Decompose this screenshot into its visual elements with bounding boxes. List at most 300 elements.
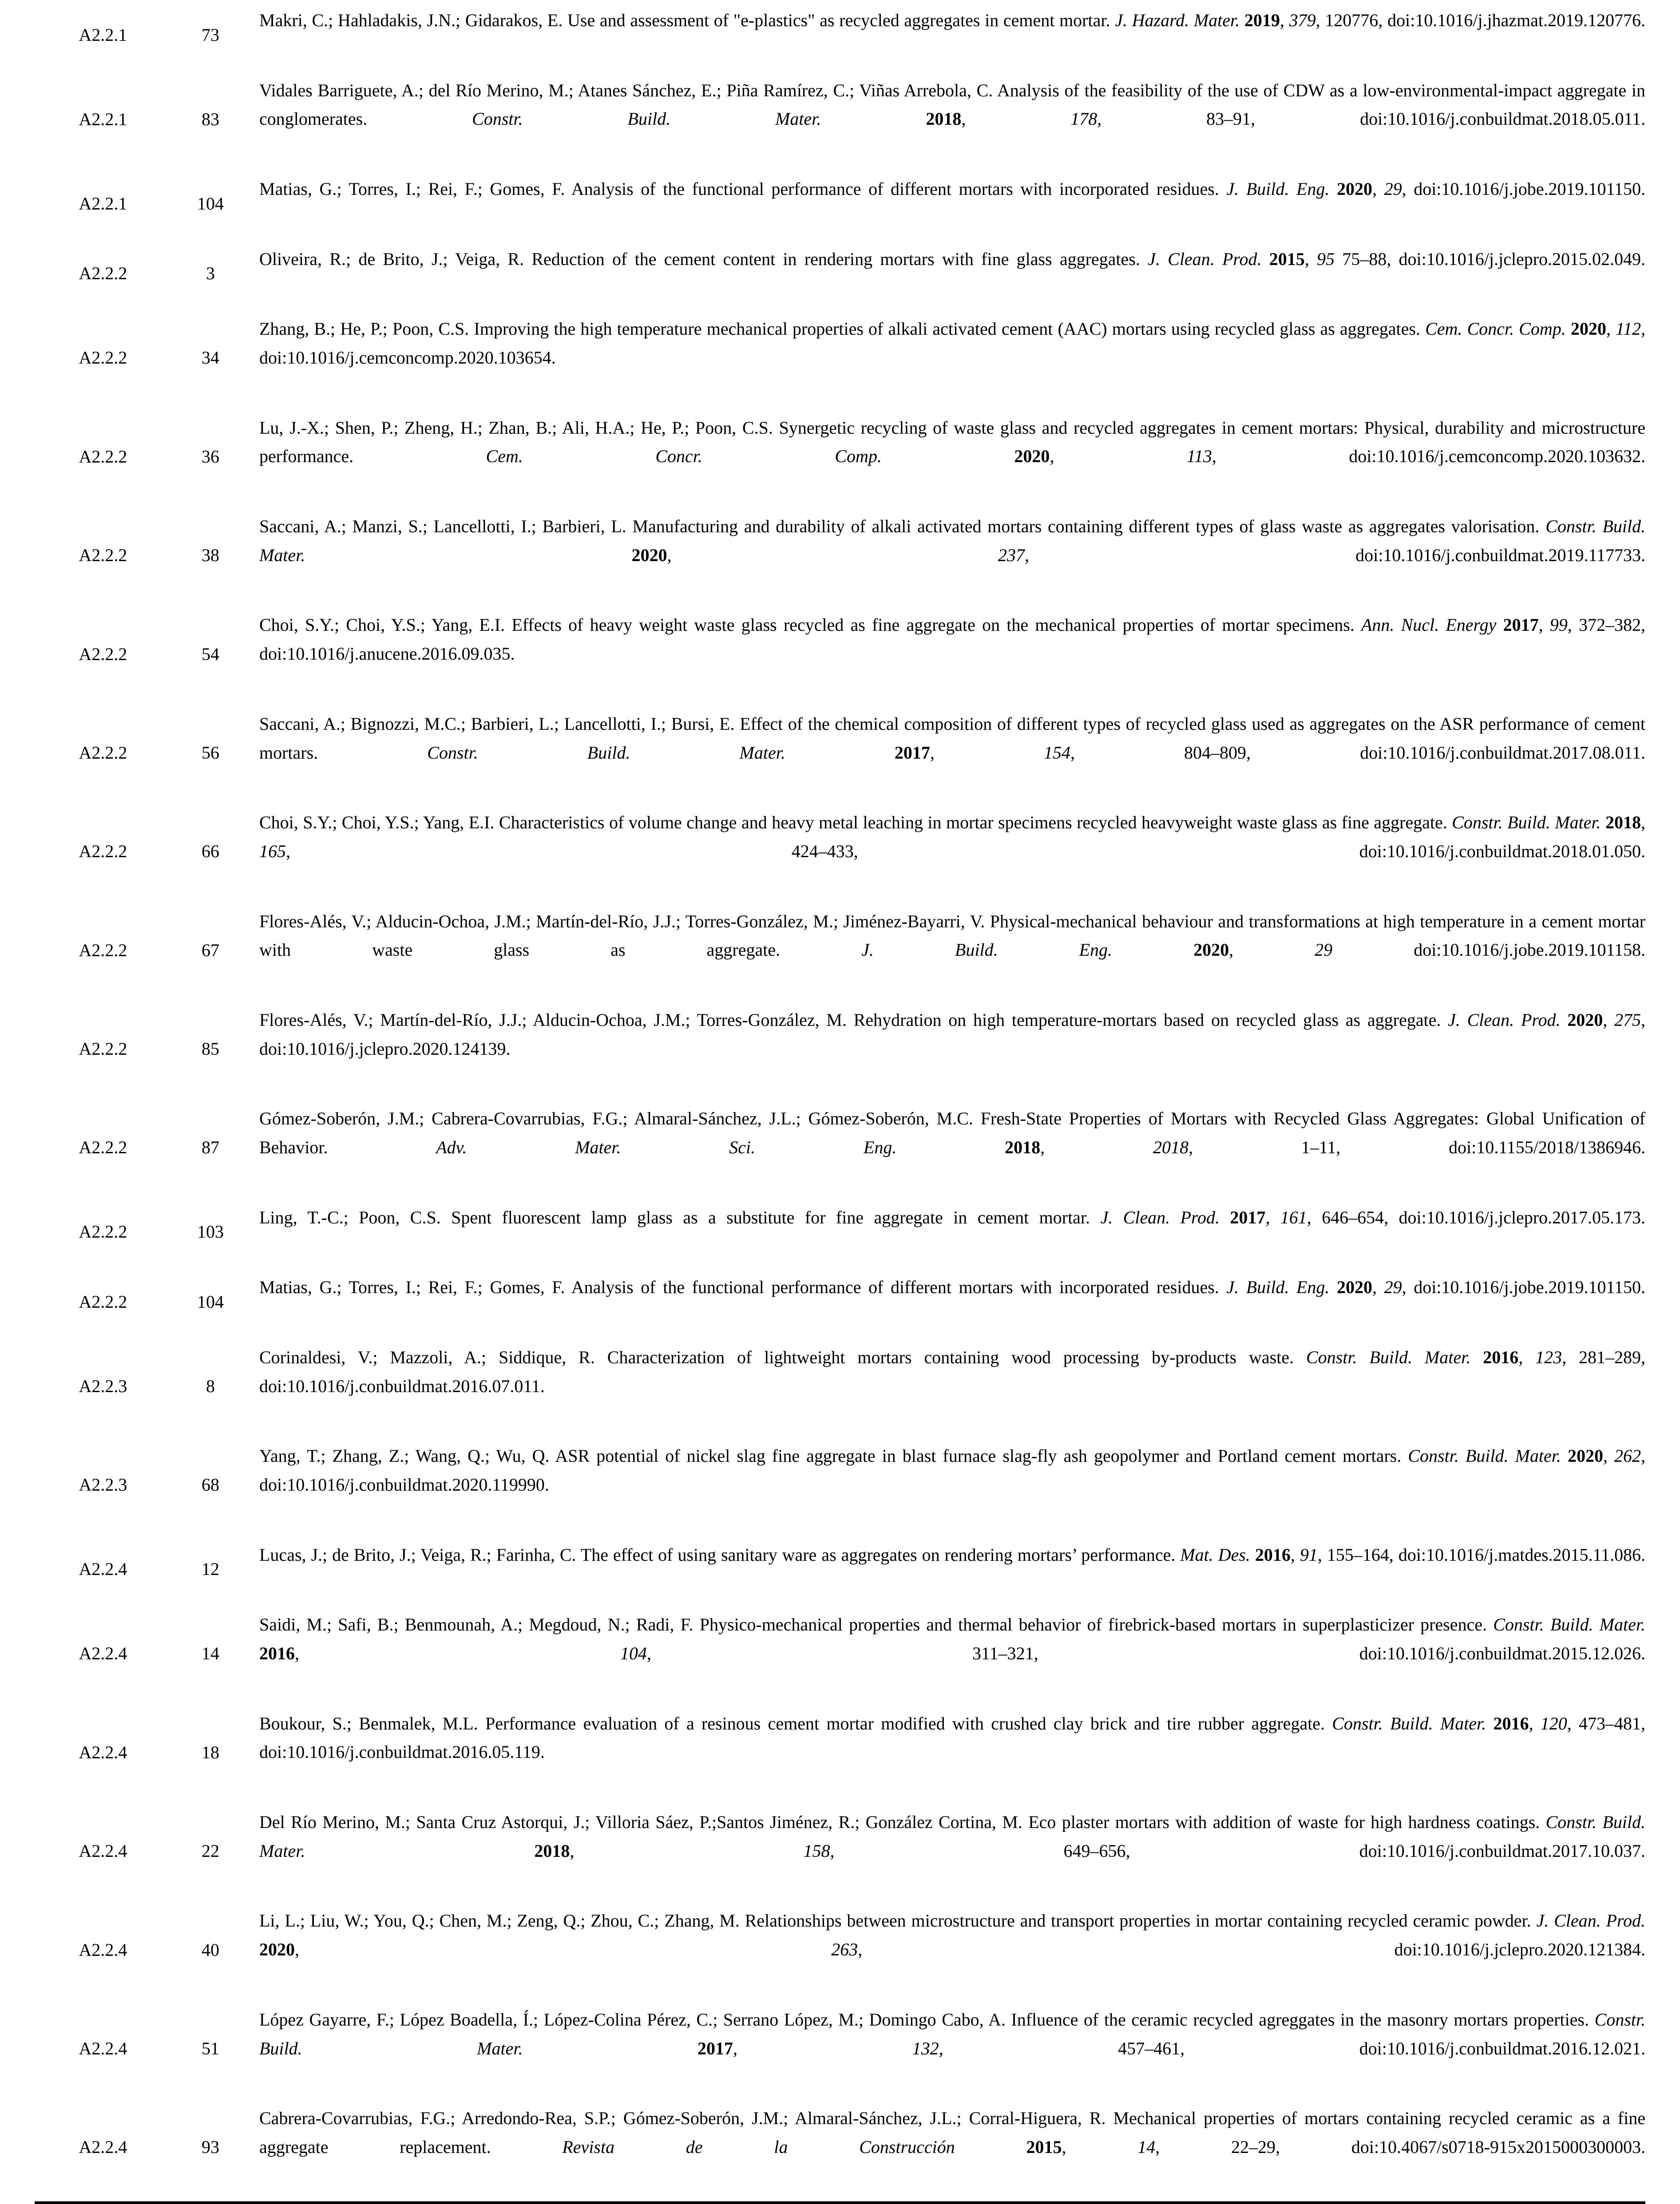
citation-authors: Corinaldesi, V.; Mazzoli, A.; Siddique, R.: [259, 1347, 607, 1367]
cell-section-id: A2.2.4: [79, 1643, 127, 1664]
citation-journal: Revista de la Construcción: [562, 2137, 955, 2157]
cell-citation: [250, 1999, 1645, 2098]
citation-text: [259, 512, 1645, 598]
citation-title: Physical-mechanical behaviour and transformations at high temperature in a cement mortar with waste glass as aggregate.: [259, 911, 1645, 960]
citation-authors: Zhang, B.; He, P.; Poon, C.S.: [259, 319, 474, 339]
citation-journal: J. Clean. Prod.: [1536, 1911, 1645, 1931]
table-row: [35, 1098, 1645, 1197]
citation-volume: 120: [1540, 1713, 1567, 1733]
cell-section-id: A2.2.4: [79, 1939, 127, 1960]
citation-authors: Li, L.; Liu, W.; You, Q.; Chen, M.; Zeng, Q.; Zhou, C.; Zhang, M.: [259, 1911, 745, 1931]
citation-text: [259, 2006, 1645, 2092]
citation-journal: Cem. Concr. Comp.: [1425, 319, 1566, 339]
cell-section-id: A2.2.2: [79, 742, 127, 763]
citation-journal: Constr. Build. Mater.: [1332, 1713, 1486, 1733]
citation-separator: [1601, 812, 1605, 832]
table-row: [35, 169, 1645, 239]
citation-volume: 2018: [1153, 1137, 1189, 1158]
citation-year: 2020: [1570, 319, 1606, 339]
citation-year: 2020: [1337, 1277, 1372, 1298]
citation-separator: ,: [1050, 446, 1187, 467]
table-row: [35, 1604, 1645, 1703]
table-row: [35, 704, 1645, 802]
cell-citation: [250, 2098, 1645, 2196]
citation-text: [259, 315, 1645, 401]
citation-separator: [1240, 10, 1244, 30]
citation-separator: [882, 446, 1014, 466]
citation-year: 2020: [1567, 1446, 1603, 1466]
citation-text: [259, 1808, 1645, 1894]
citation-authors: Choi, S.Y.; Choi, Y.S.; Yang, E.I.: [259, 615, 512, 635]
citation-title: The effect of using sanitary ware as aggregates on rendering mortars’ performance.: [580, 1544, 1181, 1565]
citation-separator: [1560, 1010, 1567, 1030]
citation-separator: [305, 545, 631, 565]
citation-pages: , 311–321,: [647, 1643, 1359, 1664]
cell-reference-number: 22: [202, 1841, 219, 1861]
citation-pages: ,: [1641, 319, 1646, 339]
cell-reference-number: 104: [197, 1292, 224, 1312]
citation-year: 2016: [1483, 1347, 1519, 1367]
citation-doi: doi:10.1016/j.cemconcomp.2020.103654.: [259, 347, 556, 368]
citation-text: [259, 808, 1645, 894]
citation-separator: ,: [1538, 615, 1550, 635]
citation-authors: Saccani, A.; Manzi, S.; Lancellotti, I.; Barbieri, L.: [259, 516, 633, 536]
citation-pages: , 22–29,: [1155, 2137, 1351, 2157]
table-row: [35, 1900, 1645, 1999]
citation-separator: ,: [733, 2038, 912, 2058]
citation-year: 2018: [1605, 812, 1641, 833]
citation-authors: Flores-Alés, V.; Alducin-Ochoa, J.M.; Martín-del-Río, J.J.; Torres-González, M.; Jiménez-Bayarri, V.: [259, 911, 990, 931]
citation-journal: J. Clean. Prod.: [1148, 249, 1262, 269]
cell-citation: [250, 506, 1645, 605]
cell-reference-number: 85: [202, 1039, 219, 1059]
citation-separator: ,: [930, 742, 1044, 763]
citation-separator: [821, 109, 926, 129]
citation-separator: [1566, 319, 1571, 339]
cell-section-id: A2.2.2: [79, 940, 127, 960]
citation-text: [259, 76, 1645, 162]
citation-volume: 95: [1317, 249, 1335, 269]
citation-text: [259, 710, 1645, 796]
cell-reference-number: 67: [202, 940, 219, 960]
citation-year: 2020: [1567, 1009, 1603, 1030]
citation-pages: , 646–654,: [1307, 1207, 1399, 1227]
citation-text: [259, 1541, 1645, 1599]
citation-volume: 99: [1549, 615, 1568, 635]
citation-doi: doi:10.1016/j.conbuildmat.2017.08.011.: [1360, 742, 1646, 763]
citation-separator: ,: [570, 1840, 804, 1861]
citation-authors: Makri, C.; Hahladakis, J.N.; Gidarakos, E.: [259, 10, 568, 30]
cell-reference-number: 56: [202, 742, 219, 763]
cell-reference-number: 68: [202, 1475, 219, 1495]
cell-citation: [250, 169, 1645, 239]
citation-separator: [1112, 940, 1193, 960]
citation-volume: 178: [1070, 109, 1098, 129]
citation-text: [259, 1203, 1645, 1261]
citation-text: [259, 1709, 1645, 1796]
citation-journal: J. Build. Eng.: [1226, 178, 1330, 199]
citation-year: 2017: [894, 742, 930, 763]
table-row: [35, 1337, 1645, 1436]
citation-separator: ,: [1229, 940, 1315, 960]
citation-year: 2018: [926, 109, 962, 129]
citation-separator: ,: [1641, 812, 1646, 833]
citation-pages: ,: [1641, 1009, 1646, 1030]
cell-reference-number: 3: [206, 263, 215, 284]
cell-reference-number: 12: [202, 1559, 219, 1579]
table-row: [35, 1999, 1645, 2098]
cell-section-id: A2.2.4: [79, 1559, 127, 1579]
citation-pages: , 473–481,: [1567, 1713, 1645, 1733]
cell-section-id: A2.2.3: [79, 1376, 127, 1397]
cell-section-id: A2.2.4: [79, 1742, 127, 1762]
citation-volume: 158: [803, 1840, 830, 1861]
citation-title: Manufacturing and durability of alkali activated mortars containing different types of glass waste as aggregates valorisation.: [632, 516, 1546, 536]
citation-doi: doi:10.1016/j.conbuildmat.2016.05.119.: [259, 1742, 545, 1762]
citation-pages: ,: [1402, 178, 1414, 199]
citation-title: Characterization of lightweight mortars containing wood processing by-products waste.: [607, 1347, 1306, 1367]
citation-pages: , 372–382,: [1567, 615, 1645, 635]
citation-text: [259, 611, 1645, 697]
citation-separator: [896, 1137, 1005, 1157]
cell-citation: [250, 1703, 1645, 1802]
citation-authors: Choi, S.Y.; Choi, Y.S.; Yang, E.I.: [259, 812, 499, 833]
citation-pages: , 1–11,: [1188, 1137, 1449, 1158]
cell-section-id: A2.2.2: [79, 545, 127, 566]
table-row: [35, 1436, 1645, 1534]
citation-doi: doi:10.1016/j.jclepro.2017.05.173.: [1399, 1207, 1646, 1227]
citation-volume: 263: [831, 1939, 858, 1960]
citation-separator: [1486, 1713, 1493, 1733]
citation-doi: doi:10.1016/j.conbuildmat.2020.119990.: [259, 1475, 549, 1495]
citation-doi: doi:10.1016/j.jobe.2019.101150.: [1414, 1277, 1646, 1298]
citation-authors: Cabrera-Covarrubias, F.G.; Arredondo-Rea, S.P.; Gómez-Soberón, J.M.; Almaral-Sánchez, J.L.; Corral-Higuera, R.: [259, 2108, 1113, 2129]
table-row: [35, 901, 1645, 1000]
citation-title: Relationships between microstructure and transport properties in mortar containing recycled ceramic powder.: [745, 1911, 1537, 1931]
citation-year: 2020: [259, 1939, 295, 1960]
citation-year: 2017: [697, 2038, 733, 2058]
citation-doi: doi:10.1016/j.matdes.2015.11.086.: [1398, 1544, 1646, 1565]
citation-journal: Mat. Des.: [1180, 1544, 1250, 1565]
citation-text: [259, 2104, 1645, 2190]
table-row: [35, 1535, 1645, 1605]
citation-doi: doi:10.1016/j.conbuildmat.2017.10.037.: [1359, 1840, 1645, 1861]
table-row: [35, 0, 1645, 70]
citation-text: [259, 6, 1645, 64]
cell-citation: [250, 605, 1645, 703]
citation-doi: doi:10.1016/j.conbuildmat.2018.05.011.: [1360, 109, 1645, 129]
cell-citation: [250, 1267, 1645, 1337]
table-row: [35, 1802, 1645, 1900]
citation-pages: , 120776,: [1315, 10, 1387, 30]
cell-section-id: A2.2.4: [79, 2137, 127, 2157]
cell-reference-number: 18: [202, 1742, 219, 1762]
citation-text: [259, 175, 1645, 233]
citation-volume: 132: [912, 2038, 939, 2058]
cell-section-id: A2.2.2: [79, 348, 127, 368]
citation-authors: Ling, T.-C.; Poon, C.S.: [259, 1207, 452, 1227]
citation-volume: 154: [1043, 742, 1070, 763]
citation-pages: , 281–289,: [1562, 1347, 1646, 1367]
citation-doi: doi:10.1016/j.jhazmat.2019.120776.: [1387, 10, 1646, 30]
citation-separator: [1329, 179, 1337, 199]
citation-volume: 29: [1315, 940, 1333, 960]
citation-year: 2020: [1193, 940, 1229, 960]
citation-doi: doi:10.1016/j.jclepro.2020.124139.: [259, 1038, 511, 1059]
cell-section-id: A2.2.4: [79, 1841, 127, 1861]
citation-journal: Adv. Mater. Sci. Eng.: [436, 1137, 897, 1158]
citation-title: Analysis of the feasibility of the use of CDW as a low-environmental-impact aggregate in conglomerates.: [259, 80, 1646, 129]
citation-text: [259, 245, 1645, 303]
citation-doi: doi:10.1016/j.jobe.2019.101150.: [1414, 178, 1646, 199]
cell-citation: [250, 408, 1645, 506]
citation-title: Eco plaster mortars with addition of waste for high hardness coatings.: [1028, 1812, 1546, 1832]
cell-citation: [250, 1197, 1645, 1267]
citation-doi: doi:10.1155/2018/1386946.: [1449, 1137, 1645, 1158]
cell-citation: [250, 1098, 1645, 1197]
citation-separator: ,: [667, 545, 998, 565]
citation-separator: [1470, 1347, 1483, 1367]
citation-authors: Yang, T.; Zhang, Z.; Wang, Q.; Wu, Q.: [259, 1446, 555, 1466]
cell-reference-number: 87: [202, 1137, 219, 1158]
citation-year: 2016: [1493, 1713, 1529, 1733]
citation-doi: doi:10.1016/j.jclepro.2020.121384.: [1394, 1939, 1646, 1960]
citation-separator: ,: [295, 1939, 832, 1960]
citation-separator: ,: [1372, 178, 1384, 199]
table-row: [35, 1703, 1645, 1802]
citation-text: [259, 1907, 1645, 1993]
table-row: [35, 605, 1645, 703]
citation-text: [259, 1343, 1645, 1429]
citation-authors: Saccani, A.; Bignozzi, M.C.; Barbieri, L.; Lancellotti, I.; Bursi, E.: [259, 713, 740, 734]
citation-volume: 161: [1280, 1207, 1307, 1227]
citation-pages: , 424–433,: [286, 841, 1359, 861]
citation-year: 2017: [1503, 615, 1539, 635]
cell-reference-number: 8: [206, 1376, 215, 1397]
citation-journal: Constr. Build. Mater.: [1408, 1446, 1561, 1466]
citation-authors: Matias, G.; Torres, I.; Rei, F.; Gomes, F.: [259, 178, 571, 199]
cell-reference-number: 66: [202, 841, 219, 862]
citation-authors: Matias, G.; Torres, I.; Rei, F.; Gomes, F.: [259, 1277, 571, 1298]
citation-title: Use and assessment of "e-plastics" as recycled aggregates in cement mortar.: [567, 10, 1115, 30]
citation-journal: Constr. Build. Mater.: [472, 109, 821, 129]
cell-reference-number: 93: [202, 2137, 219, 2157]
cell-citation: [250, 1802, 1645, 1900]
citation-year: 2018: [1005, 1137, 1041, 1158]
cell-citation: [250, 1535, 1645, 1605]
citation-separator: ,: [1290, 1544, 1300, 1565]
citation-authors: Boukour, S.; Benmalek, M.L.: [259, 1713, 485, 1733]
cell-reference-number: 36: [202, 446, 219, 467]
citation-separator: [1261, 249, 1269, 269]
citation-pages: ,: [858, 1939, 1395, 1960]
citation-doi: doi:10.1016/j.conbuildmat.2015.12.026.: [1359, 1643, 1646, 1664]
citation-separator: ,: [1606, 319, 1616, 339]
citation-text: [259, 1610, 1645, 1697]
citation-pages: , 83–91,: [1097, 109, 1360, 129]
citation-doi: doi:10.1016/j.conbuildmat.2018.01.050.: [1359, 841, 1645, 861]
citation-volume: 104: [620, 1643, 647, 1664]
citation-doi: doi:10.1016/j.cemconcomp.2020.103632.: [1349, 446, 1645, 467]
citation-title: Spent fluorescent lamp glass as a substitute for fine aggregate in cement mortar.: [451, 1207, 1101, 1227]
cell-section-id: A2.2.2: [79, 841, 127, 862]
citation-text: [259, 1273, 1645, 1331]
citation-authors: López Gayarre, F.; López Boadella, Í.; López-Colina Pérez, C.; Serrano López, M.; Domingo Cabo, A.: [259, 2009, 1011, 2030]
citation-volume: 29: [1384, 178, 1402, 199]
cell-section-id: A2.2.2: [79, 1137, 127, 1158]
table-row: [35, 1000, 1645, 1098]
citation-separator: [1220, 1207, 1230, 1227]
citation-separator: [955, 2137, 1026, 2157]
table-bottom-rule: [35, 2201, 1645, 2204]
citation-journal: J. Clean. Prod.: [1100, 1207, 1220, 1227]
citation-authors: Flores-Alés, V.; Martín-del-Río, J.J.; Alducin-Ochoa, J.M.; Torres-González, M.: [259, 1009, 854, 1030]
citation-journal: Constr. Build. Mater.: [259, 1812, 1645, 1861]
citation-text: [259, 1442, 1645, 1528]
citation-title: Mechanical properties of mortars containing recycled ceramic as a fine aggregate replacement.: [259, 2108, 1645, 2157]
cell-reference-number: 14: [202, 1643, 219, 1664]
citation-year: 2016: [259, 1643, 295, 1664]
cell-section-id: A2.2.4: [79, 2038, 127, 2058]
cell-section-id: A2.2.2: [79, 446, 127, 467]
citation-separator: ,: [295, 1643, 621, 1664]
citation-journal: Ann. Nucl. Energy: [1361, 615, 1497, 635]
citation-volume: 275: [1614, 1009, 1641, 1030]
citation-volume: 379: [1289, 10, 1316, 30]
citation-volume: 123: [1535, 1347, 1562, 1367]
citation-separator: [1329, 1277, 1337, 1297]
citation-journal: Constr. Build. Mater.: [427, 742, 785, 763]
citation-pages: ,: [1641, 1446, 1646, 1466]
citation-title: Analysis of the functional performance of different mortars with incorporated residues.: [571, 178, 1227, 199]
citation-separator: ,: [1518, 1347, 1536, 1367]
citation-year: 2015: [1269, 249, 1305, 269]
citation-separator: ,: [1062, 2137, 1138, 2157]
cell-citation: [250, 309, 1645, 407]
citation-journal: J. Clean. Prod.: [1448, 1009, 1561, 1030]
citation-authors: Lucas, J.; de Brito, J.; Veiga, R.; Farinha, C.: [259, 1544, 581, 1565]
cell-citation: [250, 239, 1645, 309]
citation-separator: ,: [1529, 1713, 1541, 1733]
citation-separator: [1561, 1446, 1568, 1466]
table-row: [35, 1197, 1645, 1267]
citation-volume: 112: [1616, 319, 1641, 339]
citation-year: 2020: [1014, 446, 1050, 467]
table-row: [35, 408, 1645, 506]
citation-pages: , 457–461,: [939, 2038, 1359, 2058]
citation-volume: 165: [259, 841, 286, 861]
citation-year: 2019: [1244, 10, 1280, 30]
citation-doi: doi:10.1016/j.jobe.2019.101158.: [1414, 940, 1646, 960]
citation-pages: 75–88,: [1335, 249, 1399, 269]
cell-reference-number: 103: [197, 1222, 224, 1242]
citation-journal: Constr. Build. Mater.: [259, 516, 1645, 565]
citation-year: 2020: [1337, 178, 1372, 199]
cell-reference-number: 54: [202, 644, 219, 664]
citation-journal: Constr. Build. Mater.: [259, 2009, 1646, 2058]
citation-doi: doi:10.1016/j.jclepro.2015.02.049.: [1399, 249, 1646, 269]
cell-citation: [250, 1337, 1645, 1436]
table-row: [35, 1267, 1645, 1337]
citation-pages: , 649–656,: [830, 1840, 1359, 1861]
citation-title: Reduction of the cement content in rendering mortars with fine glass aggregates.: [531, 249, 1148, 269]
reference-table: [35, 0, 1645, 2197]
citation-title: Performance evaluation of a resinous cement mortar modified with crushed clay brick and tire rubber aggregate.: [485, 1713, 1332, 1733]
citation-journal: Constr. Build. Mater.: [1452, 812, 1601, 833]
citation-volume: 113: [1186, 446, 1212, 467]
citation-authors: Vidales Barriguete, A.; del Río Merino, M.; Atanes Sánchez, E.; Piña Ramírez, C.; Viñas Arrebola, C.: [259, 80, 997, 100]
citation-journal: J. Build. Eng.: [1226, 1277, 1330, 1298]
citation-year: 2017: [1230, 1207, 1266, 1227]
cell-section-id: A2.2.3: [79, 1475, 127, 1495]
citation-doi: doi:10.4067/s0718-915x2015000300003.: [1351, 2137, 1645, 2157]
citation-separator: ,: [1040, 1137, 1153, 1158]
citation-journal: Cem. Concr. Comp.: [486, 446, 882, 467]
cell-citation: [250, 802, 1645, 901]
citation-separator: ,: [1372, 1277, 1384, 1298]
citation-title: Synergetic recycling of waste glass and recycled aggregates in cement mortars: Physical, durability and microstructure performance.: [259, 417, 1645, 467]
cell-section-id: A2.2.2: [79, 1039, 127, 1059]
cell-reference-number: 104: [197, 193, 224, 214]
citation-authors: Lu, J.-X.; Shen, P.; Zheng, H.; Zhan, B.; Ali, H.A.; He, P.; Poon, C.S.: [259, 417, 779, 438]
citation-volume: 14: [1137, 2137, 1156, 2157]
citation-volume: 29: [1384, 1277, 1402, 1298]
citation-separator: ,: [1603, 1446, 1615, 1466]
citation-separator: ,: [1280, 10, 1289, 30]
citation-title: Effects of heavy weight waste glass recycled as fine aggregate on the mechanical properties of mortar specimens.: [511, 615, 1361, 635]
citation-journal: Constr. Build. Mater.: [1493, 1614, 1645, 1635]
table-row: [35, 506, 1645, 605]
citation-pages: , 155–164,: [1317, 1544, 1399, 1565]
cell-reference-number: 73: [202, 24, 219, 45]
citation-title: Influence of the ceramic recycled agreggates in the masonry mortars properties.: [1011, 2009, 1595, 2030]
citation-separator: ,: [1265, 1207, 1280, 1227]
cell-reference-number: 34: [202, 348, 219, 368]
table-row: [35, 70, 1645, 169]
citation-text: [259, 907, 1645, 993]
cell-section-id: A2.2.2: [79, 1222, 127, 1242]
citation-title: Analysis of the functional performance of different mortars with incorporated residues.: [571, 1277, 1227, 1298]
cell-reference-number: 40: [202, 1939, 219, 1960]
cell-section-id: A2.2.1: [79, 109, 127, 129]
table-row: [35, 2098, 1645, 2196]
cell-citation: [250, 0, 1645, 70]
table-row: [35, 239, 1645, 309]
citation-volume: 91: [1300, 1544, 1318, 1565]
cell-section-id: A2.2.2: [79, 263, 127, 284]
cell-citation: [250, 70, 1645, 169]
citation-pages: , 804–809,: [1070, 742, 1360, 763]
cell-citation: [250, 1000, 1645, 1098]
cell-reference-number: 83: [202, 109, 219, 129]
citation-separator: ,: [1304, 249, 1317, 269]
cell-citation: [250, 1604, 1645, 1703]
citation-doi: doi:10.1016/j.conbuildmat.2016.07.011.: [259, 1376, 545, 1396]
cell-citation: [250, 901, 1645, 1000]
citation-pages: ,: [1212, 446, 1349, 467]
table-row: [35, 802, 1645, 901]
cell-reference-number: 51: [202, 2038, 219, 2058]
citation-separator: [305, 1841, 534, 1861]
table-row: [35, 309, 1645, 407]
cell-citation: [250, 1436, 1645, 1534]
citation-year: 2016: [1255, 1544, 1291, 1565]
citation-journal: J. Hazard. Mater.: [1115, 10, 1240, 30]
citation-separator: [785, 743, 895, 763]
cell-section-id: A2.2.2: [79, 1292, 127, 1312]
citation-title: Characteristics of volume change and heavy metal leaching in mortar specimens recycled heavyweight waste glass as fine aggregate.: [499, 812, 1452, 833]
cell-reference-number: 38: [202, 545, 219, 566]
